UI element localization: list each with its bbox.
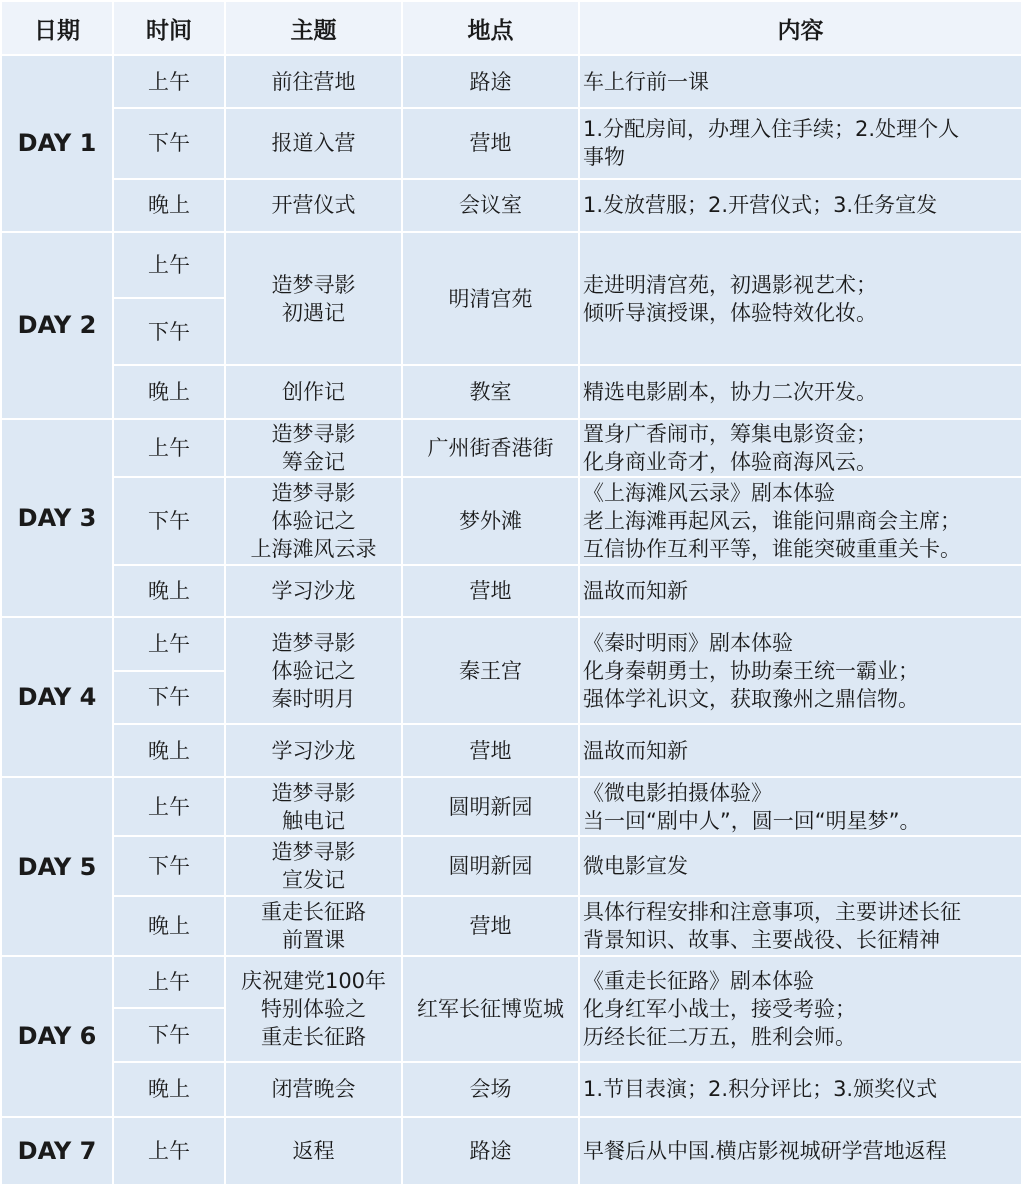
day-label: DAY 2 bbox=[2, 233, 112, 418]
topic-line: 造梦寻影 bbox=[271, 780, 356, 805]
content-line: 1.发放营服；2.开营仪式；3.任务宣发 bbox=[583, 193, 938, 218]
content-cell bbox=[580, 180, 1021, 231]
content-line: 老上海滩再起风云，谁能问鼎商会主席； bbox=[583, 509, 961, 534]
topic-line: 上海滩风云录 bbox=[250, 537, 377, 562]
topic-line: 返程 bbox=[292, 1138, 335, 1163]
day-label: DAY 3 bbox=[2, 420, 112, 617]
time-cell: 下午 bbox=[114, 109, 224, 177]
place-cell: 营地 bbox=[403, 725, 578, 776]
time-cell: 上午 bbox=[114, 420, 224, 476]
topic-line: 造梦寻影 bbox=[271, 840, 356, 865]
place-cell: 营地 bbox=[403, 109, 578, 177]
time-cell: 上午 bbox=[114, 957, 224, 1007]
header-place: 地点 bbox=[403, 2, 578, 54]
content-cell bbox=[580, 957, 1021, 1061]
time-cell: 上午 bbox=[114, 778, 224, 835]
topic-line: 前往营地 bbox=[271, 69, 356, 94]
time-cell: 上午 bbox=[114, 618, 224, 669]
table-row bbox=[2, 180, 1021, 231]
content-cell bbox=[580, 837, 1021, 894]
topic-line: 造梦寻影 bbox=[271, 272, 356, 297]
topic-cell bbox=[226, 478, 401, 564]
topic-line: 闭营晚会 bbox=[271, 1077, 356, 1102]
topic-cell bbox=[226, 109, 401, 177]
content-cell bbox=[580, 420, 1021, 476]
content-line: 置身广香闹市，筹集电影资金； bbox=[583, 421, 877, 446]
topic-line: 前置课 bbox=[282, 927, 345, 952]
topic-line: 报道入营 bbox=[271, 131, 356, 156]
table-row bbox=[2, 233, 1021, 297]
content-line: 倾听导演授课，体验特效化妆。 bbox=[583, 300, 877, 325]
topic-line: 体验记之 bbox=[271, 658, 356, 683]
time-cell: 晚上 bbox=[114, 566, 224, 616]
table-row bbox=[2, 837, 1021, 894]
content-cell bbox=[580, 478, 1021, 564]
content-cell bbox=[580, 1118, 1021, 1184]
day-label: DAY 4 bbox=[2, 618, 112, 776]
content-line: 《上海滩风云录》剧本体验 bbox=[583, 481, 835, 506]
day-label: DAY 5 bbox=[2, 778, 112, 955]
content-line: 精选电影剧本，协力二次开发。 bbox=[583, 379, 877, 404]
content-line: 温故而知新 bbox=[583, 579, 688, 604]
topic-cell bbox=[226, 618, 401, 722]
topic-line: 创作记 bbox=[282, 379, 345, 404]
place-cell: 明清宫苑 bbox=[403, 233, 578, 365]
topic-cell bbox=[226, 56, 401, 107]
time-cell: 下午 bbox=[114, 1009, 224, 1061]
topic-cell bbox=[226, 233, 401, 365]
place-cell: 圆明新园 bbox=[403, 778, 578, 835]
topic-cell bbox=[226, 566, 401, 616]
place-cell: 会场 bbox=[403, 1063, 578, 1115]
topic-line: 造梦寻影 bbox=[271, 421, 356, 446]
header-content: 内容 bbox=[580, 2, 1021, 54]
place-cell: 路途 bbox=[403, 1118, 578, 1184]
topic-line: 开营仪式 bbox=[271, 193, 356, 218]
content-line: 微电影宣发 bbox=[583, 854, 688, 879]
topic-cell bbox=[226, 180, 401, 231]
content-line: 强体学礼识文，获取豫州之鼎信物。 bbox=[583, 686, 919, 711]
content-cell bbox=[580, 897, 1021, 955]
time-cell: 下午 bbox=[114, 299, 224, 364]
topic-cell bbox=[226, 1063, 401, 1115]
content-cell bbox=[580, 1063, 1021, 1115]
topic-line: 筹金记 bbox=[282, 449, 345, 474]
content-line: 互信协作互利平等，谁能突破重重关卡。 bbox=[583, 537, 961, 562]
place-cell: 路途 bbox=[403, 56, 578, 107]
topic-line: 特别体验之 bbox=[261, 997, 366, 1022]
table-row bbox=[2, 725, 1021, 776]
table-row bbox=[2, 897, 1021, 955]
content-line: 走进明清宫苑，初遇影视艺术； bbox=[583, 272, 877, 297]
topic-line: 造梦寻影 bbox=[271, 630, 356, 655]
topic-cell bbox=[226, 957, 401, 1061]
topic-cell bbox=[226, 420, 401, 476]
content-cell bbox=[580, 778, 1021, 835]
topic-cell bbox=[226, 366, 401, 417]
table-row bbox=[2, 478, 1021, 564]
place-cell: 营地 bbox=[403, 566, 578, 616]
topic-cell bbox=[226, 897, 401, 955]
table-row bbox=[2, 109, 1021, 177]
content-line: 《微电影拍摄体验》 bbox=[583, 780, 772, 805]
place-cell: 红军长征博览城 bbox=[403, 957, 578, 1061]
header-row bbox=[2, 2, 1021, 54]
table-row bbox=[2, 1118, 1021, 1184]
table-row bbox=[2, 420, 1021, 476]
table-row bbox=[2, 1063, 1021, 1115]
content-line: 当一回“剧中人”，圆一回“明星梦”。 bbox=[583, 808, 921, 833]
content-line: 历经长征二万五，胜利会师。 bbox=[583, 1025, 856, 1050]
topic-line: 初遇记 bbox=[282, 300, 345, 325]
content-cell bbox=[580, 566, 1021, 616]
topic-line: 重走长征路 bbox=[261, 1025, 366, 1050]
topic-line: 学习沙龙 bbox=[271, 579, 356, 604]
content-line: 化身秦朝勇士，协助秦王统一霸业； bbox=[583, 658, 919, 683]
table-row bbox=[2, 778, 1021, 835]
place-cell: 教室 bbox=[403, 366, 578, 417]
time-cell: 下午 bbox=[114, 837, 224, 894]
day-label: DAY 6 bbox=[2, 957, 112, 1116]
table-row bbox=[2, 957, 1021, 1007]
content-line: 具体行程安排和注意事项，主要讲述长征 bbox=[583, 899, 961, 924]
content-line: 化身红军小战士，接受考验； bbox=[583, 997, 856, 1022]
content-cell bbox=[580, 725, 1021, 776]
day-label: DAY 1 bbox=[2, 56, 112, 231]
topic-cell bbox=[226, 778, 401, 835]
content-line: 《秦时明雨》剧本体验 bbox=[583, 630, 793, 655]
topic-line: 重走长征路 bbox=[261, 899, 366, 924]
topic-cell bbox=[226, 837, 401, 894]
table-row bbox=[2, 56, 1021, 107]
topic-line: 秦时明月 bbox=[271, 686, 356, 711]
day-label: DAY 7 bbox=[2, 1118, 112, 1184]
place-cell: 秦王宫 bbox=[403, 618, 578, 722]
content-cell bbox=[580, 233, 1021, 365]
time-cell: 上午 bbox=[114, 233, 224, 297]
table-row bbox=[2, 366, 1021, 417]
time-cell: 上午 bbox=[114, 1118, 224, 1184]
topic-line: 造梦寻影 bbox=[271, 481, 356, 506]
content-line: 事物 bbox=[583, 145, 625, 170]
table-row bbox=[2, 618, 1021, 669]
place-cell: 会议室 bbox=[403, 180, 578, 231]
topic-line: 体验记之 bbox=[271, 509, 356, 534]
time-cell: 上午 bbox=[114, 56, 224, 107]
content-cell bbox=[580, 366, 1021, 417]
time-cell: 晚上 bbox=[114, 366, 224, 417]
topic-line: 宣发记 bbox=[282, 868, 345, 893]
place-cell: 圆明新园 bbox=[403, 837, 578, 894]
content-cell bbox=[580, 109, 1021, 177]
content-line: 车上行前一课 bbox=[583, 69, 709, 94]
content-line: 《重走长征路》剧本体验 bbox=[583, 969, 814, 994]
place-cell: 梦外滩 bbox=[403, 478, 578, 564]
time-cell: 下午 bbox=[114, 672, 224, 723]
place-cell: 广州街香港街 bbox=[403, 420, 578, 476]
time-cell: 晚上 bbox=[114, 897, 224, 955]
topic-cell bbox=[226, 1118, 401, 1184]
table-row bbox=[2, 566, 1021, 616]
header-time: 时间 bbox=[114, 2, 224, 54]
content-cell bbox=[580, 618, 1021, 722]
content-line: 化身商业奇才，体验商海风云。 bbox=[583, 449, 877, 474]
topic-cell bbox=[226, 725, 401, 776]
content-line: 1.节目表演；2.积分评比；3.颁奖仪式 bbox=[583, 1077, 938, 1102]
topic-line: 触电记 bbox=[282, 808, 345, 833]
header-date: 日期 bbox=[2, 2, 112, 54]
content-cell bbox=[580, 56, 1021, 107]
time-cell: 下午 bbox=[114, 478, 224, 564]
topic-line: 学习沙龙 bbox=[271, 738, 356, 763]
time-cell: 晚上 bbox=[114, 725, 224, 776]
time-cell: 晚上 bbox=[114, 180, 224, 231]
header-topic: 主题 bbox=[226, 2, 401, 54]
content-line: 1.分配房间，办理入住手续；2.处理个人 bbox=[583, 117, 960, 142]
content-line: 温故而知新 bbox=[583, 738, 688, 763]
topic-line: 庆祝建党100年 bbox=[240, 969, 387, 994]
time-cell: 晚上 bbox=[114, 1063, 224, 1115]
content-line: 早餐后从中国.横店影视城研学营地返程 bbox=[583, 1138, 947, 1163]
place-cell: 营地 bbox=[403, 897, 578, 955]
content-line: 背景知识、故事、主要战役、长征精神 bbox=[583, 927, 940, 952]
